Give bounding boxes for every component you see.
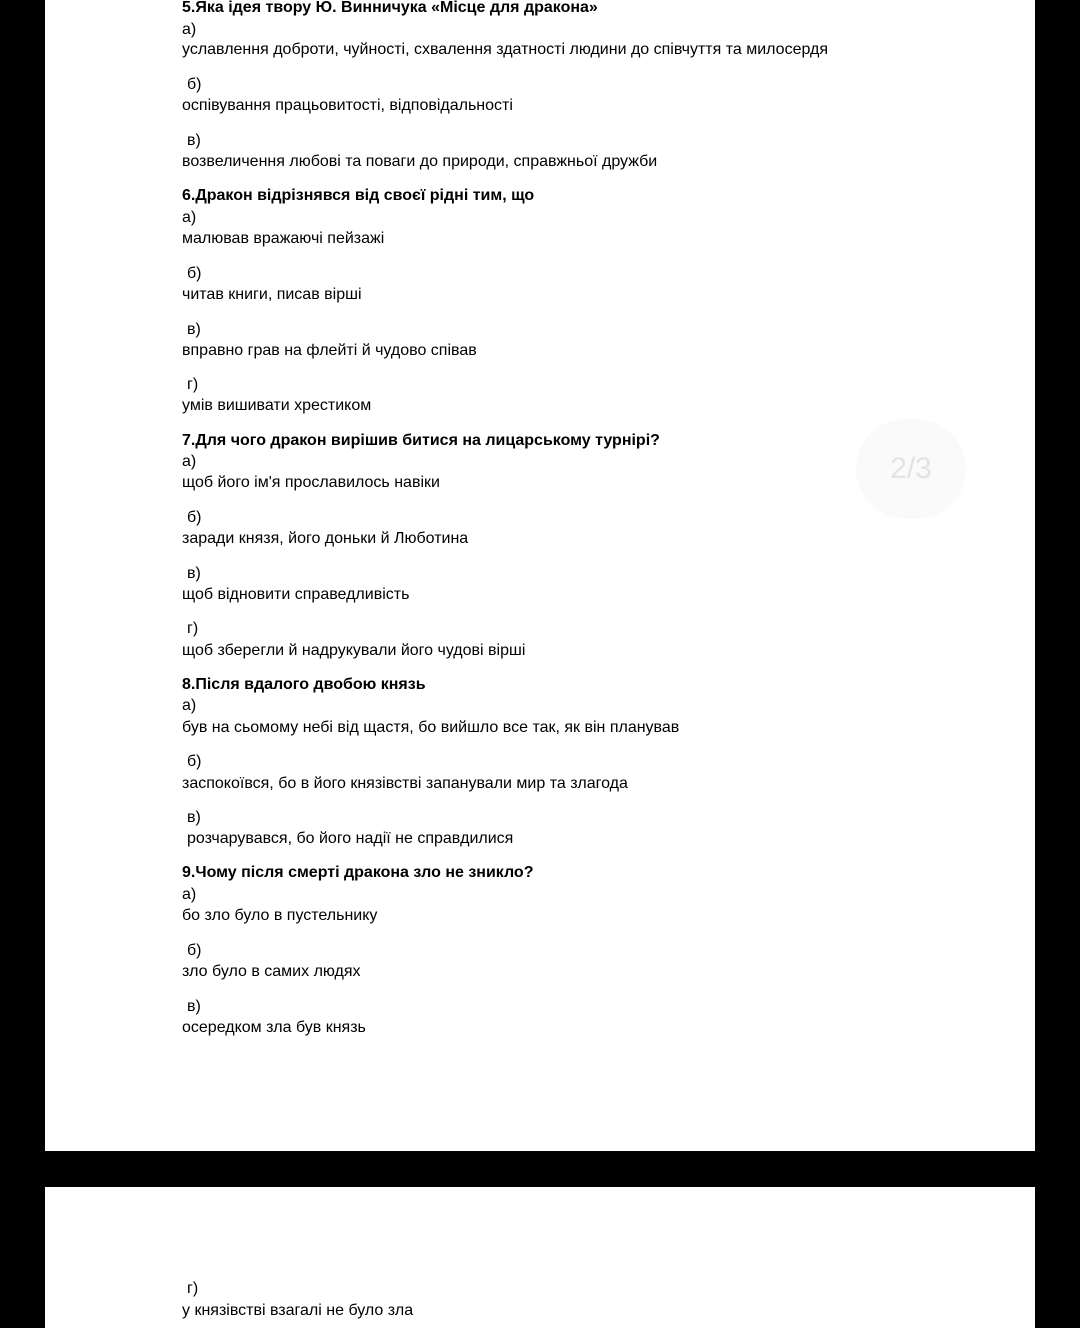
question-7-option-c-label: в)	[187, 565, 201, 582]
question-7-option-d-label: г)	[187, 620, 199, 637]
question-5-option-b-text: оспівування працьовитості, відповідальності	[182, 97, 513, 114]
question-5-option-c-text: возвеличення любові та поваги до природи, справжньої дружби	[182, 153, 658, 170]
question-6-option-d-label: г)	[187, 376, 199, 393]
question-5-option-c-label: в)	[187, 132, 201, 149]
question-6-option-a-text: малював вражаючі пейзажі	[182, 230, 385, 247]
question-9-option-d-label: г)	[187, 1280, 199, 1297]
question-9-option-d-text: у князівстві взагалі не було зла	[182, 1302, 414, 1319]
question-9-option-c-text: осередком зла був князь	[182, 1019, 366, 1036]
question-5-option-b-label: б)	[187, 76, 202, 93]
question-8-option-b-label: б)	[187, 753, 202, 770]
question-5-option-a-text: уславлення доброти, чуйності, схвалення здатності людини до співчуття та милосердя	[182, 41, 829, 58]
question-7-option-a-label: а)	[182, 453, 197, 470]
question-8-option-a-text: був на сьомому небі від щастя, бо вийшло все так, як він планував	[182, 719, 680, 736]
question-6-title: 6.Дракон відрізнявся від своєї рідні тим, що	[182, 187, 535, 204]
question-6-option-b-label: б)	[187, 265, 202, 282]
question-9-option-a-label: а)	[182, 886, 197, 903]
question-7-option-b-label: б)	[187, 509, 202, 526]
question-6-option-c-text: вправно грав на флейті й чудово співав	[182, 342, 477, 359]
question-7-option-d-text: щоб зберегли й надрукували його чудові вірші	[182, 642, 526, 659]
question-9-option-a-text: бо зло було в пустельнику	[182, 907, 378, 924]
document-page-2	[45, 1187, 1035, 1328]
page-number-indicator: 2/3	[856, 419, 966, 519]
question-5-option-a-label: а)	[182, 21, 197, 38]
question-6-option-b-text: читав книги, писав вірші	[182, 286, 362, 303]
question-8-option-c-label: в)	[187, 809, 201, 826]
question-8-title: 8.Після вдалого двобою князь	[182, 676, 426, 693]
question-8-option-a-label: а)	[182, 697, 197, 714]
question-7-title: 7.Для чого дракон вирішив битися на лицарському турнірі?	[182, 432, 660, 449]
question-7-option-b-text: заради князя, його доньки й Люботина	[182, 530, 469, 547]
document-page-1	[45, 0, 1035, 1151]
question-9-title: 9.Чому після смерті дракона зло не зникло?	[182, 864, 534, 881]
question-7-option-c-text: щоб відновити справедливість	[182, 586, 410, 603]
question-5-title: 5.Яка ідея твору Ю. Винничука «Місце для дракона»	[182, 0, 598, 16]
question-8-option-c-text: розчарувався, бо його надії не справдилися	[187, 830, 514, 847]
question-9-option-c-label: в)	[187, 998, 201, 1015]
question-9-option-b-label: б)	[187, 942, 202, 959]
question-6-option-d-text: умів вишивати хрестиком	[182, 397, 372, 414]
question-6-option-a-label: а)	[182, 209, 197, 226]
question-7-option-a-text: щоб його ім'я прославилось навіки	[182, 474, 440, 491]
question-9-option-b-text: зло було в самих людях	[182, 963, 361, 980]
question-6-option-c-label: в)	[187, 321, 201, 338]
question-8-option-b-text: заспокоївся, бо в його князівстві запанували мир та злагода	[182, 775, 628, 792]
